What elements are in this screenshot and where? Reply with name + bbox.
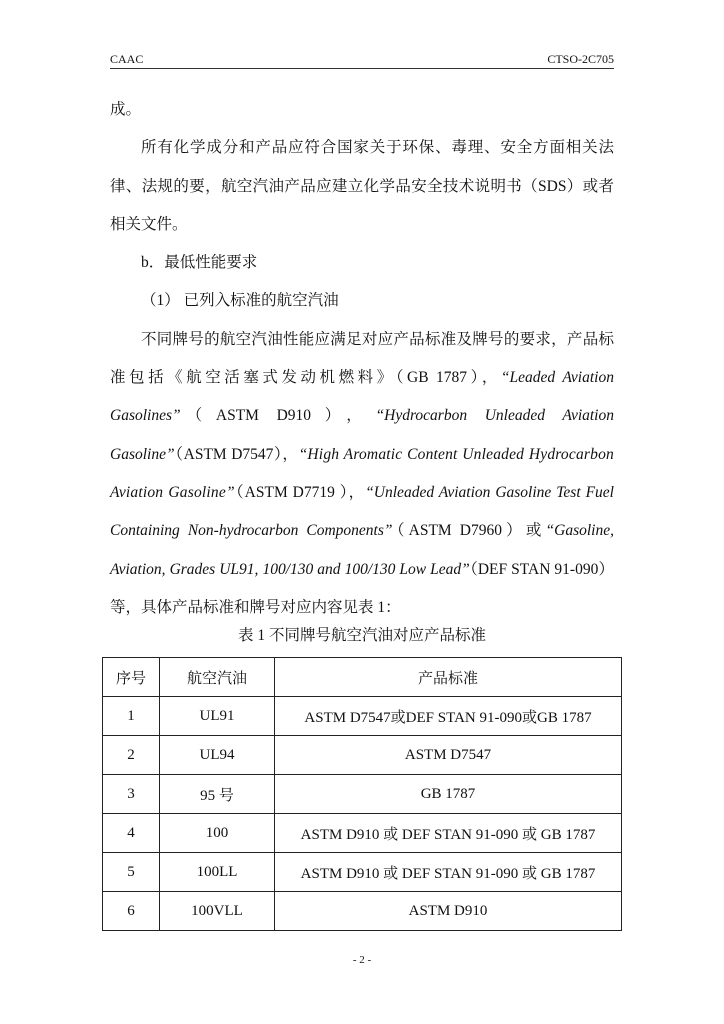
- cell-index: 5: [103, 853, 160, 892]
- cell-index: 4: [103, 814, 160, 853]
- cell-index: 3: [103, 775, 160, 814]
- text-segment: （ASTM D7547），: [174, 445, 299, 463]
- text-segment: （ASTM D7719 ），: [234, 483, 366, 501]
- cell-standard: ASTM D910: [275, 892, 622, 931]
- cell-index: 2: [103, 736, 160, 775]
- cell-index: 1: [103, 697, 160, 736]
- paragraph-chemical-compliance: 所有化学成分和产品应符合国家关于环保、毒理、安全方面相关法律、法规的要，航空汽油产品应建立化学品安全技术说明书（SDS）或者相关文件。: [110, 139, 614, 233]
- standard-title: “Hydrocarbon Unleaded Aviation Gasoline”: [110, 407, 614, 463]
- text-segment: （DEF STAN 91-090）等，具体产品标准和牌号对应内容见表 1：: [110, 560, 614, 616]
- header-doc-id: CTSO-2C705: [547, 52, 614, 66]
- table-row: [103, 736, 622, 775]
- subsection-heading-listed-standards: （1） 已列入标准的航空汽油: [141, 292, 339, 310]
- text-segment: （ASTM D910），: [180, 407, 376, 425]
- cell-gasoline: 100: [160, 814, 275, 853]
- table-caption: 表 1 不同牌号航空汽油对应产品标准: [237, 627, 486, 644]
- table-row: [103, 853, 622, 892]
- cell-gasoline: UL91: [160, 697, 275, 736]
- header-org: CAAC: [110, 52, 144, 66]
- table-row: [103, 892, 622, 931]
- text-segment: 不同牌号的航空汽油性能应满足对应产品标准及牌号的要求，产品标准包括《航空活塞式发动机燃料》（GB 1787），: [110, 330, 614, 387]
- cell-gasoline: 95 号: [160, 775, 275, 814]
- table-row: [103, 814, 622, 853]
- table-row: [103, 775, 622, 814]
- text-segment: （ASTM D7960）或: [392, 522, 546, 540]
- cell-standard: ASTM D910 或 DEF STAN 91-090 或 GB 1787: [275, 814, 622, 853]
- table-row: [103, 697, 622, 736]
- standard-title: “Gasoline, Aviation, Grades UL91, 100/130 and 100/130 Low Lead”: [110, 522, 614, 578]
- cell-gasoline: 100LL: [160, 853, 275, 892]
- cell-gasoline: 100VLL: [160, 892, 275, 931]
- column-header-gasoline: 航空汽油: [160, 658, 275, 697]
- cell-standard: ASTM D7547: [275, 736, 622, 775]
- standards-table: [102, 657, 622, 931]
- cell-standard: GB 1787: [275, 775, 622, 814]
- standard-title: “High Aromatic Content Unleaded Hydrocarbon Aviation Gasoline”: [110, 445, 614, 501]
- table-header-row: [103, 658, 622, 697]
- header-rule: [110, 68, 614, 69]
- cell-index: 6: [103, 892, 160, 931]
- paragraph-standards-list: [110, 321, 614, 627]
- page-number: - 2 -: [352, 954, 372, 966]
- cell-standard: ASTM D7547或DEF STAN 91-090或GB 1787: [275, 697, 622, 736]
- standard-title: “Leaded Aviation Gasolines”: [110, 369, 614, 425]
- cell-gasoline: UL94: [160, 736, 275, 775]
- cell-standard: ASTM D910 或 DEF STAN 91-090 或 GB 1787: [275, 853, 622, 892]
- standard-title: “Unleaded Aviation Gasoline Test Fuel Containing Non-hydrocarbon Components”: [110, 483, 614, 540]
- column-header-index: 序号: [103, 658, 160, 697]
- paragraph-continuation: 成。: [110, 101, 142, 118]
- column-header-standard: 产品标准: [275, 658, 622, 697]
- section-heading-min-performance: b．最低性能要求: [141, 254, 258, 272]
- body-text: [110, 91, 614, 627]
